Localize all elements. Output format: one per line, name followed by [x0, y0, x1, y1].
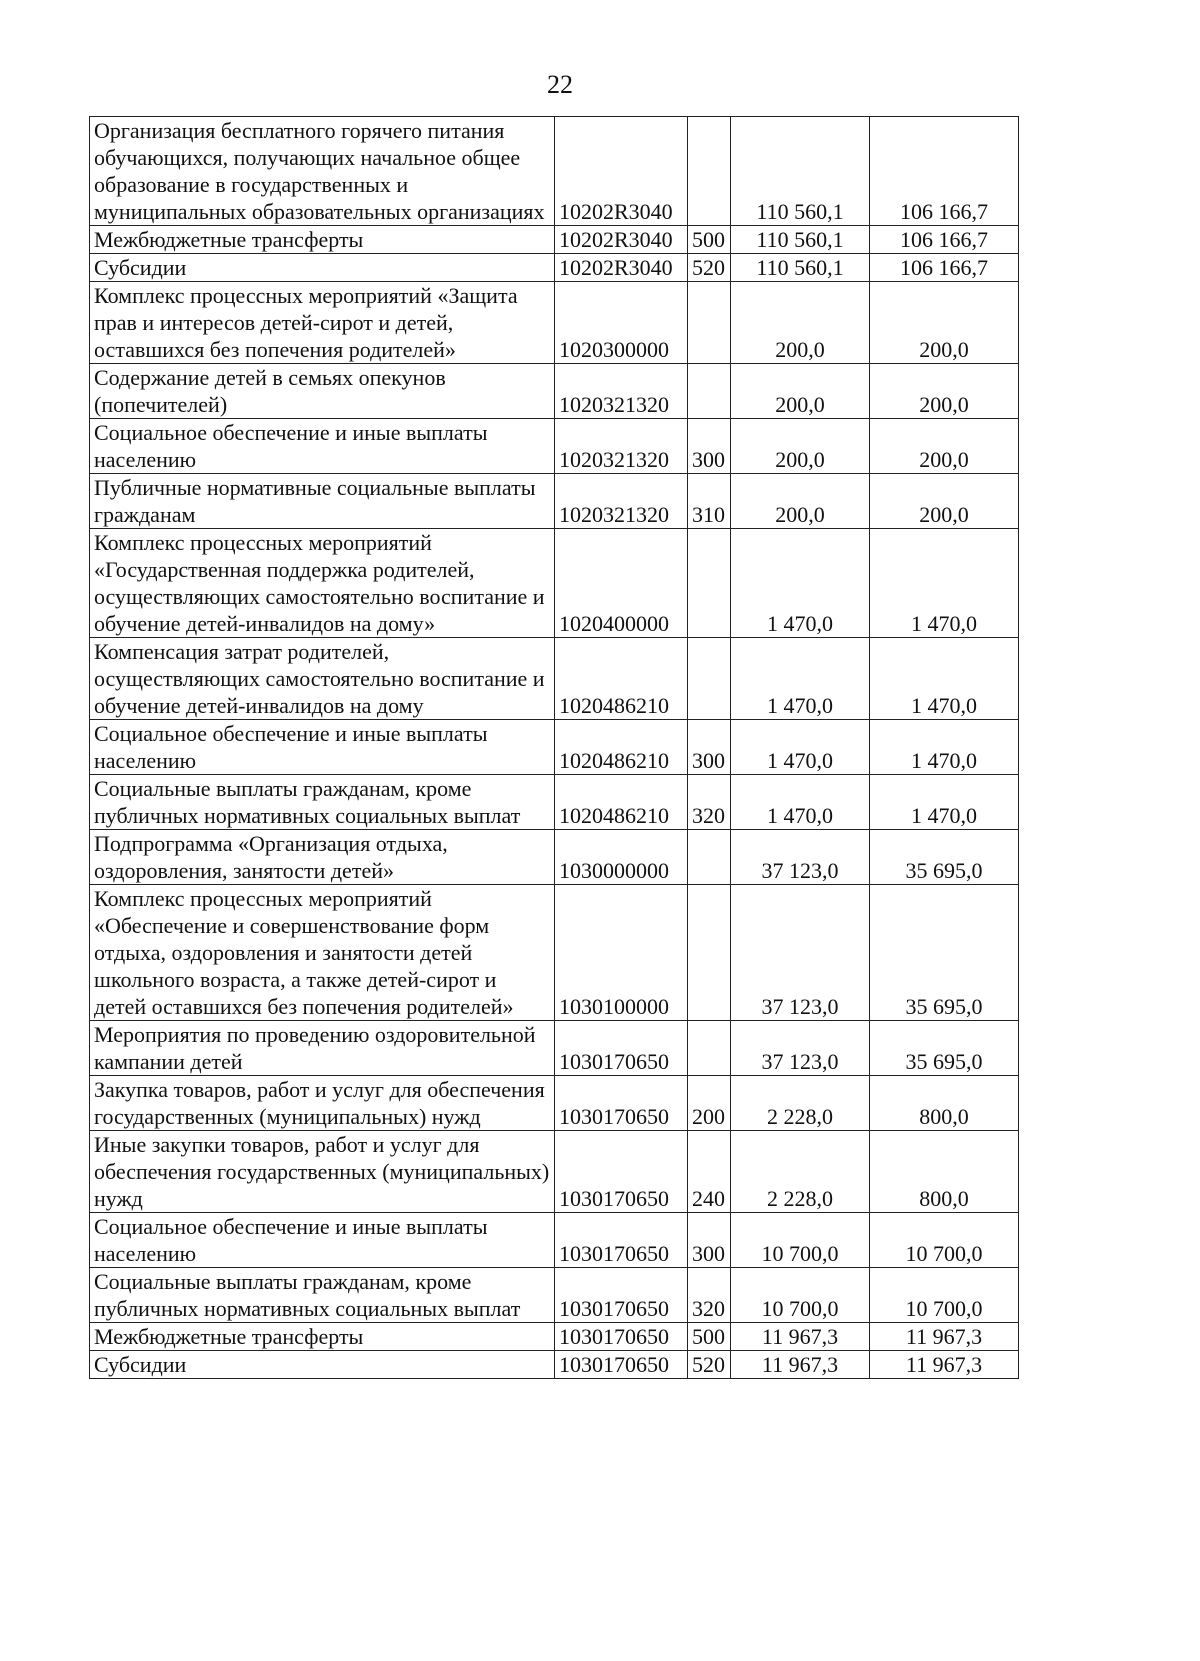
- row-code-cell: 1030170650: [555, 1268, 688, 1323]
- row-expense-type-cell: 300: [688, 720, 731, 775]
- table-row: [90, 720, 1019, 775]
- table-row: [90, 282, 1019, 364]
- row-code-cell: 10202R3040: [555, 226, 688, 254]
- row-year2-amount-cell: 10 700,0: [870, 1213, 1019, 1268]
- table-row: [90, 638, 1019, 720]
- row-expense-type-cell: [688, 885, 731, 1021]
- row-code-cell: 1020486210: [555, 720, 688, 775]
- row-year1-amount-cell: 1 470,0: [731, 775, 870, 830]
- row-year2-amount-cell: 800,0: [870, 1131, 1019, 1213]
- row-name-cell: Закупка товаров, работ и услуг для обеспечения государственных (муниципальных) нужд: [90, 1076, 555, 1131]
- row-year1-amount-cell: 110 560,1: [731, 254, 870, 282]
- row-expense-type-cell: [688, 830, 731, 885]
- row-year1-amount-cell: 10 700,0: [731, 1213, 870, 1268]
- table-row: [90, 1323, 1019, 1351]
- table-row: [90, 254, 1019, 282]
- row-year2-amount-cell: 200,0: [870, 474, 1019, 529]
- row-code-cell: 1030170650: [555, 1351, 688, 1379]
- row-code-cell: 10202R3040: [555, 117, 688, 226]
- row-name-cell: Социальное обеспечение и иные выплаты населению: [90, 1213, 555, 1268]
- row-year2-amount-cell: 10 700,0: [870, 1268, 1019, 1323]
- row-year1-amount-cell: 110 560,1: [731, 226, 870, 254]
- budget-table: [89, 116, 1019, 1379]
- row-year2-amount-cell: 1 470,0: [870, 775, 1019, 830]
- row-expense-type-cell: [688, 364, 731, 419]
- row-code-cell: 1020321320: [555, 474, 688, 529]
- row-year2-amount-cell: 35 695,0: [870, 1021, 1019, 1076]
- row-name-cell: Иные закупки товаров, работ и услуг для обеспечения государственных (муниципальных) нужд: [90, 1131, 555, 1213]
- row-name-cell: Публичные нормативные социальные выплаты гражданам: [90, 474, 555, 529]
- table-row: [90, 1076, 1019, 1131]
- table-row: [90, 1213, 1019, 1268]
- row-year2-amount-cell: 11 967,3: [870, 1351, 1019, 1379]
- row-year1-amount-cell: 200,0: [731, 419, 870, 474]
- row-year2-amount-cell: 1 470,0: [870, 720, 1019, 775]
- row-expense-type-cell: [688, 117, 731, 226]
- row-expense-type-cell: 300: [688, 1213, 731, 1268]
- row-year1-amount-cell: 200,0: [731, 474, 870, 529]
- row-name-cell: Социальное обеспечение и иные выплаты населению: [90, 419, 555, 474]
- row-year1-amount-cell: 11 967,3: [731, 1351, 870, 1379]
- row-year2-amount-cell: 1 470,0: [870, 638, 1019, 720]
- row-name-cell: Субсидии: [90, 1351, 555, 1379]
- row-code-cell: 1030170650: [555, 1076, 688, 1131]
- row-code-cell: 1030170650: [555, 1131, 688, 1213]
- row-name-cell: Социальные выплаты гражданам, кроме публичных нормативных социальных выплат: [90, 1268, 555, 1323]
- row-name-cell: Межбюджетные трансферты: [90, 1323, 555, 1351]
- row-name-cell: Субсидии: [90, 254, 555, 282]
- row-expense-type-cell: 310: [688, 474, 731, 529]
- row-code-cell: 10202R3040: [555, 254, 688, 282]
- row-code-cell: 1030170650: [555, 1323, 688, 1351]
- row-year1-amount-cell: 200,0: [731, 282, 870, 364]
- row-code-cell: 1020321320: [555, 364, 688, 419]
- row-year2-amount-cell: 35 695,0: [870, 885, 1019, 1021]
- table-row: [90, 1351, 1019, 1379]
- row-expense-type-cell: 320: [688, 775, 731, 830]
- row-expense-type-cell: 320: [688, 1268, 731, 1323]
- row-name-cell: Комплекс процессных мероприятий «Государственная поддержка родителей, осуществляющих самостоятельно воспитание и обучение детей-инвалидов на дому»: [90, 529, 555, 638]
- row-name-cell: Межбюджетные трансферты: [90, 226, 555, 254]
- table-row: [90, 830, 1019, 885]
- row-year1-amount-cell: 110 560,1: [731, 117, 870, 226]
- row-code-cell: 1020321320: [555, 419, 688, 474]
- row-year2-amount-cell: 106 166,7: [870, 117, 1019, 226]
- row-year2-amount-cell: 35 695,0: [870, 830, 1019, 885]
- row-year1-amount-cell: 37 123,0: [731, 885, 870, 1021]
- row-expense-type-cell: 500: [688, 1323, 731, 1351]
- row-name-cell: Организация бесплатного горячего питания обучающихся, получающих начальное общее образование в государственных и муниципальных образовательных организациях: [90, 117, 555, 226]
- row-name-cell: Компенсация затрат родителей, осуществляющих самостоятельно воспитание и обучение детей-инвалидов на дому: [90, 638, 555, 720]
- row-year1-amount-cell: 37 123,0: [731, 1021, 870, 1076]
- row-expense-type-cell: 240: [688, 1131, 731, 1213]
- row-year2-amount-cell: 800,0: [870, 1076, 1019, 1131]
- row-expense-type-cell: 500: [688, 226, 731, 254]
- row-year1-amount-cell: 200,0: [731, 364, 870, 419]
- row-year2-amount-cell: 1 470,0: [870, 529, 1019, 638]
- row-year1-amount-cell: 1 470,0: [731, 638, 870, 720]
- table-row: [90, 775, 1019, 830]
- row-code-cell: 1020486210: [555, 638, 688, 720]
- row-year1-amount-cell: 37 123,0: [731, 830, 870, 885]
- row-name-cell: Комплекс процессных мероприятий «Обеспечение и совершенствование форм отдыха, оздоровления и занятости детей школьного возраста, а также детей-сирот и детей оставшихся без попечения родителей»: [90, 885, 555, 1021]
- table-row: [90, 1131, 1019, 1213]
- budget-table-body: [90, 117, 1019, 1379]
- table-row: [90, 529, 1019, 638]
- row-code-cell: 1030000000: [555, 830, 688, 885]
- row-expense-type-cell: [688, 1021, 731, 1076]
- row-code-cell: 1030170650: [555, 1021, 688, 1076]
- row-year2-amount-cell: 106 166,7: [870, 254, 1019, 282]
- row-year2-amount-cell: 200,0: [870, 419, 1019, 474]
- row-expense-type-cell: 200: [688, 1076, 731, 1131]
- table-row: [90, 117, 1019, 226]
- row-name-cell: Мероприятия по проведению оздоровительной кампании детей: [90, 1021, 555, 1076]
- table-row: [90, 885, 1019, 1021]
- row-year2-amount-cell: 200,0: [870, 364, 1019, 419]
- row-expense-type-cell: 520: [688, 1351, 731, 1379]
- page-number: 22: [547, 70, 573, 99]
- row-code-cell: 1020400000: [555, 529, 688, 638]
- row-year2-amount-cell: 200,0: [870, 282, 1019, 364]
- table-row: [90, 1021, 1019, 1076]
- row-code-cell: 1030100000: [555, 885, 688, 1021]
- row-year1-amount-cell: 11 967,3: [731, 1323, 870, 1351]
- row-expense-type-cell: [688, 638, 731, 720]
- row-expense-type-cell: 300: [688, 419, 731, 474]
- row-name-cell: Социальные выплаты гражданам, кроме публичных нормативных социальных выплат: [90, 775, 555, 830]
- table-row: [90, 364, 1019, 419]
- row-expense-type-cell: 520: [688, 254, 731, 282]
- row-name-cell: Подпрограмма «Организация отдыха, оздоровления, занятости детей»: [90, 830, 555, 885]
- row-year1-amount-cell: 10 700,0: [731, 1268, 870, 1323]
- row-code-cell: 1030170650: [555, 1213, 688, 1268]
- table-row: [90, 226, 1019, 254]
- row-year1-amount-cell: 2 228,0: [731, 1131, 870, 1213]
- row-year1-amount-cell: 1 470,0: [731, 720, 870, 775]
- row-expense-type-cell: [688, 529, 731, 638]
- table-row: [90, 1268, 1019, 1323]
- table-row: [90, 419, 1019, 474]
- row-year1-amount-cell: 1 470,0: [731, 529, 870, 638]
- row-code-cell: 1020300000: [555, 282, 688, 364]
- row-name-cell: Комплекс процессных мероприятий «Защита прав и интересов детей-сирот и детей, оставшихся без попечения родителей»: [90, 282, 555, 364]
- row-code-cell: 1020486210: [555, 775, 688, 830]
- row-name-cell: Содержание детей в семьях опекунов (попечителей): [90, 364, 555, 419]
- row-year2-amount-cell: 106 166,7: [870, 226, 1019, 254]
- table-row: [90, 474, 1019, 529]
- row-year2-amount-cell: 11 967,3: [870, 1323, 1019, 1351]
- row-year1-amount-cell: 2 228,0: [731, 1076, 870, 1131]
- row-expense-type-cell: [688, 282, 731, 364]
- row-name-cell: Социальное обеспечение и иные выплаты населению: [90, 720, 555, 775]
